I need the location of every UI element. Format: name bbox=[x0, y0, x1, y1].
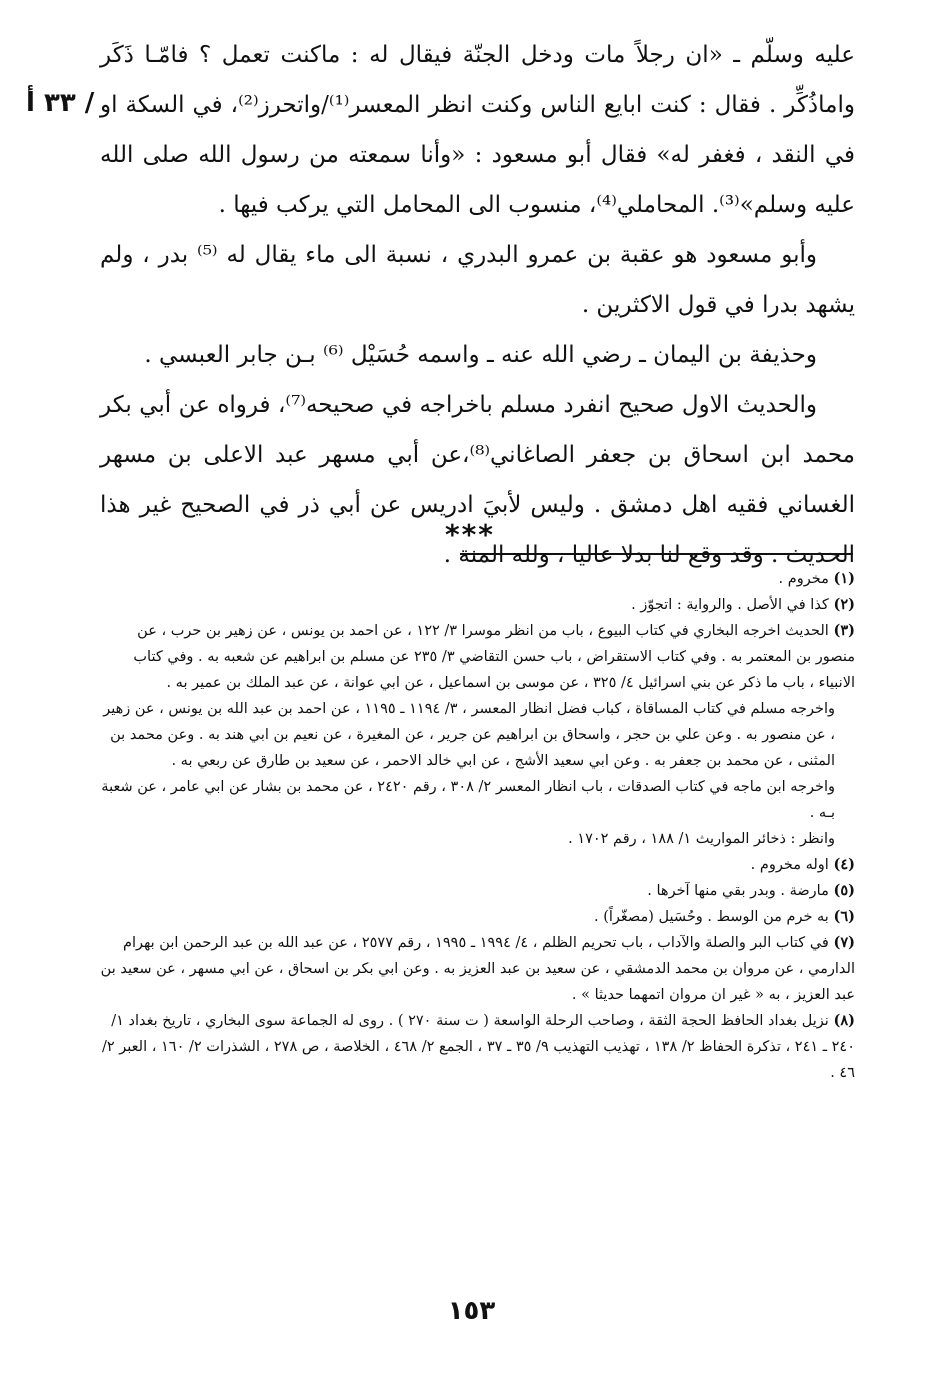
manuscript-folio-ref: / ٣٣ أ bbox=[26, 88, 95, 118]
footnote-text: كذا في الأصل . والرواية : اتجوّز . bbox=[631, 597, 829, 613]
footnote-text: واخرجه مسلم في كتاب المساقاة ، كباب فضل انظار المعسر ، ٣/ ١١٩٤ ـ ١١٩٥ ، عن احمد بن عبد الله بن يونس ، عن زهير ، عن منصور به . وعن علي بن حجر ، واسحاق بن ابراهيم عن جرير ، عن المغيرة ، عن نعيم بن ابي هند به . وعن محمد بن المثنى ، عن محمد بن جعفر به . وعن ابي سعيد الأشج ، عن ابي خالد الاحمر ، عن سعيد بن طارق عن ربعي به . bbox=[103, 701, 835, 769]
footnote-3 bbox=[95, 618, 855, 696]
paragraph-2: وأبو مسعود هو عقبة بن عمرو البدري ، نسبة الى ماء يقال له ⁽⁵⁾ بدر ، ولم يشهد بدرا في قول الاكثرين . bbox=[100, 242, 855, 318]
footnote-text: في كتاب البر والصلة والآداب ، باب تحريم الظلم ، ٤/ ١٩٩٤ ـ ١٩٩٥ ، رقم ٢٥٧٧ ، عن عبد الله بن عبد الرحمن ابن بهرام الدارمي ، عن مروان بن محمد الدمشقي ، عن سعيد بن عبد العزيز به . وعن ابي بكر بن اسحاق ، عن ابي مسهر ، عن سعيد بن عبد العزيز ، به « غير ان مروان اتمهما حديثا » . bbox=[100, 935, 855, 1003]
footnote-number: (٢) bbox=[833, 596, 855, 613]
footnote-text: نزيل بغداد الحافظ الحجة الثقة ، وصاحب الرحلة الواسعة ( ت سنة ٢٧٠ ) . روى له الجماعة سوى البخاري ، تاريخ بغداد ١/ ٢٤٠ ـ ٢٤١ ، تذكرة الحفاظ ٢/ ١٣٨ ، تهذيب التهذيب ٩/ ٣٥ ـ ٣٧ ، الجمع ٢/ ٤٦٨ ، الخلاصة ، ص ٢٧٨ ، الشذرات ٢/ ١٦٠ ، العبر ٢/ ٤٦ . bbox=[102, 1013, 855, 1081]
section-separator: *** bbox=[445, 518, 495, 551]
footnote-text: الحديث اخرجه البخاري في كتاب البيوع ، باب من انظر موسرا ٣/ ١٢٢ ، عن احمد بن يونس ، عن زهير بن حرب ، عن منصور بن المعتمر به . وفي كتاب الاستقراض ، باب حسن التقاضي ٣/ ٢٣٥ عن مسلم بن ابراهيم عن شعبه به . وفي كتاب الانبياء ، باب ما ذكر عن بني اسرائيل ٤/ ٣٢٥ ، عن موسى بن اسماعيل ، عن ابي عوانة ، عن عبد الملك بن عمير به . bbox=[133, 623, 855, 691]
footnote-8 bbox=[95, 1008, 855, 1086]
paragraph-1: عليه وسلّم ـ «ان رجلاً مات ودخل الجنّة فيقال له : ماكنت تعمل ؟ فامّـا ذَكَر واماذُكِّر . فقال : كنت ابايع الناس وكنت انظر المعسر⁽¹⁾/واتحرز⁽²⁾، في السكة او في النقد ، فغفر له» فقال أبو مسعود : «وأنا سمعته من رسول الله صلى الله عليه وسلم»⁽³⁾. المحاملي⁽⁴⁾، منسوب الى المحامل التي يركب فيها . bbox=[100, 42, 855, 218]
footnote-3-continued-see bbox=[95, 826, 855, 852]
paragraph-4: والحديث الاول صحيح انفرد مسلم باخراجه في صحيحه⁽⁷⁾، فرواه عن أبي بكر محمد ابن اسحاق بن جعفر الصاغاني⁽⁸⁾،عن أبي مسهر عبد الاعلى بن مسهر الغساني فقيه اهل دمشق . وليس لأبيَ ادريس عن أبي ذر في الصحيح غير هذا الحديث . وقد وقع لنا بدلا عاليا ، ولله المنة . bbox=[100, 392, 855, 568]
footnote-7 bbox=[95, 930, 855, 1008]
footnote-number: (١) bbox=[833, 570, 855, 587]
footnote-4 bbox=[95, 852, 855, 878]
footnote-number: (٨) bbox=[833, 1012, 855, 1029]
footnote-6 bbox=[95, 904, 855, 930]
footnote-1 bbox=[95, 566, 855, 592]
footnote-3-continued-muslim bbox=[95, 696, 855, 774]
footnote-text: مارضة . وبدر بقي منها آخرها . bbox=[647, 883, 829, 899]
footnote-text: وانظر : ذخائر المواريث ١/ ١٨٨ ، رقم ١٧٠٢ . bbox=[568, 831, 835, 847]
footnote-rule bbox=[460, 553, 853, 555]
footnotes bbox=[95, 566, 855, 1086]
footnote-number: (٤) bbox=[833, 856, 855, 873]
footnote-number: (٧) bbox=[833, 934, 855, 951]
footnote-number: (٦) bbox=[833, 908, 855, 925]
main-text bbox=[100, 30, 855, 580]
page-number: ١٥٣ bbox=[447, 1296, 496, 1326]
paragraph-3: وحذيفة بن اليمان ـ رضي الله عنه ـ واسمه حُسَيْل ⁽⁶⁾ بـن جابر العبسي . bbox=[144, 342, 817, 368]
footnote-text: اوله مخروم . bbox=[750, 857, 829, 873]
footnote-number: (٥) bbox=[833, 882, 855, 899]
footnote-3-continued-ibn-majah bbox=[95, 774, 855, 826]
footnote-text: واخرجه ابن ماجه في كتاب الصدقات ، باب انظار المعسر ٢/ ٣٠٨ ، رقم ٢٤٢٠ ، عن محمد بن بشار عن ابي عامر ، عن شعبة بـه . bbox=[101, 779, 835, 821]
footnote-text: مخروم . bbox=[778, 571, 829, 587]
footnote-text: به خرم من الوسط . وحُسَيل (مصغّراً) . bbox=[594, 909, 829, 925]
footnote-2 bbox=[95, 592, 855, 618]
footnote-number: (٣) bbox=[833, 622, 855, 639]
footnote-5 bbox=[95, 878, 855, 904]
